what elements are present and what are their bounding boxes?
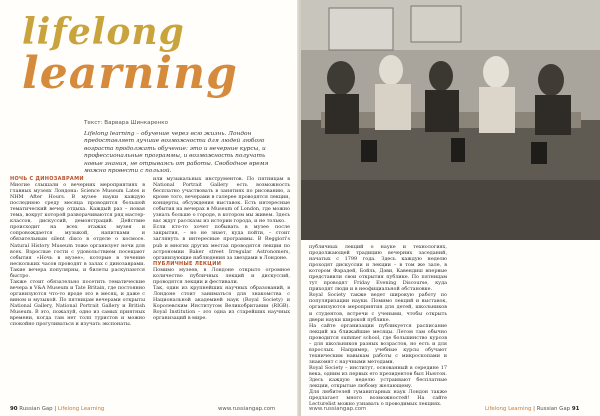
body-paragraph: или музыкальных инструментов. По пятницам в National Portrait Gallery есть возможность бесплатно участвовать в занятиях по рисованию, а кроме того, вечерами в галерее проводятся лекции, концерты, обсуждения выставок. Есть интересные события на вечерах в Museum of London, где можно узнать больше о городе, в котором мы живем. Здесь вас ждут рассказы из истории города, и не только.: [153, 176, 290, 225]
body-paragraph: На сайте организации публикуется расписание лекций на ближайшие месяцы. Летом там обычно проводится summer school, где большинство курсов – для школьников разных возрастов, но есть и для взрослых. Например, учебные курсы обучают техническим навыкам работы с микроскопами и знакомят с научными методами.: [309, 322, 447, 365]
right-page: [301, 0, 600, 416]
body-paragraph: публичных лекций о науке и технологиях, продолжающей традицию вечерних заседаний, начатых с 1799 года. Здесь каждую неделю проходят дискуссии и лекции – в том же зале, в котором Фарадей, Бойль, Дэви, Кавендиш впервые представили свои открытия публике. По пятницам тут проводят Friday Evening Discourse, куда приходят люди и в неофициальной обстановке.: [309, 244, 447, 293]
section-name-left: Lifelong Learning: [57, 406, 105, 412]
left-column-2: [153, 176, 290, 404]
body-paragraph: Royal Society – институт, основанный в середине 17 века, одним из первых его президентов был Ньютон. Здесь каждую неделю устраивают бесплатные лекции, открытые любому желающему.: [309, 364, 447, 390]
right-column-1: [309, 244, 447, 408]
body-paragraph: Royal Society также ведет широкую работу по популяризации науки. Помимо лекций и выставок, организуются мероприятия для детей, школьников и студентов, встречи с учеными, чтобы открыть двери науки широкой публике.: [309, 292, 447, 323]
magazine-name-right: Russian Gap: [536, 406, 571, 412]
body-paragraph: Для любителей гуманитарных наук Лондон также предлагает много возможностей! На сайте Lecturelist можно узнавать о проводимых лекциях.: [309, 389, 447, 408]
body-paragraph: Многие слышали о вечерних мероприятиях в главных музеях Лондона: Science Museum Lates и NHM After Hours. В музее науки каждую последнюю среду месяца проводится большой тематический вечер отдыха. Каждый раз – новая тема, вокруг которой разворачиваются ряд мастер-классов, дискуссий, демонстраций. Действие происходит на всех этажах музея и сопровождается музыкой, напитками и обязательным silent disco в отделе о космосе. Natural History Museum тоже организует ночи для всех. Взрослые гости с удовольствием посещают события «Ночь в музее», которые в течение нескольких часов проводят в залах с динозаврами. Такие вечера популярны, и билеты раскупаются быстро.: [10, 182, 145, 279]
body-paragraph: Также стоит обязательно посетить тематические вечера в V&A Museum и Tate Britain, где постоянно организуются что-то вроде это в месяц, и даже с вином и музыкой. По пятницам вечерами открыты National Gallery, National Portrait Gallery и British Museum. В это, пожалуй, одно из самых приятных времени, когда там нет толп туристов и можно спокойно прогуливаться и изучать экспонаты.: [10, 278, 145, 328]
page-number-left: 90: [10, 406, 18, 412]
magazine-name-left: Russian Gap: [19, 406, 53, 412]
page-number-right: 91: [571, 406, 580, 412]
footer-left: 90 Russian Gap | Lifelong Learning: [10, 406, 105, 412]
body-paragraph: Так, один из крупнейших научных образований, в Лондоне стоит заниматься для знакомства с Национальной академией наук (Royal Society) и Королевским Институтом Великобритании (RIGB). Royal Institution – это одна из старейших научных организаций в мире.: [153, 284, 290, 322]
section-heading: НОЧЬ С ДИНОЗАВРАМИ: [10, 176, 84, 182]
footer-url-left: www.russiangap.com: [218, 406, 276, 412]
body-paragraph: Если кто-то хочет побывать в музее после закрытия, – но не знает, куда пойти, – стоит заглянуть в интересные программы. В Reggiori's pub и многих других местах проводятся лекции по астрономии Baker street Irregular Astronomers, организующие наблюдения за звездами в Лондоне.: [153, 224, 290, 261]
left-column-1: [10, 176, 145, 404]
footer-url-right: www.russiangap.com: [309, 406, 367, 412]
left-page: [0, 0, 299, 416]
title-line-2: learning: [22, 48, 238, 99]
section-name-right: Lifelong Learning: [485, 406, 532, 412]
byline: Текст: Варвара Шинкаренко: [84, 120, 169, 126]
footer-right: Lifelong Learning | Russian Gap 91: [485, 406, 580, 412]
lead-paragraph: Lifelong learning – обучение через всю жизнь. Лондон предоставляет лучшие возможности для людей любого возраста продолжать обучение: это и вечерние курсы, и профессиональные программы, и возможность получать новые знания, не отрываясь от работы. Свободное время можно провести с пользой.: [84, 131, 269, 175]
archive-photo: [301, 0, 600, 240]
section-heading: ПУБЛИЧНЫЕ ЛЕКЦИИ: [153, 260, 222, 267]
title-line-1: lifelong: [22, 11, 185, 53]
body-paragraph: Помимо музеев, в Лондоне открыто огромное количество публичных лекций и дискуссий, проводятся лекции и фестивали.: [153, 266, 290, 285]
